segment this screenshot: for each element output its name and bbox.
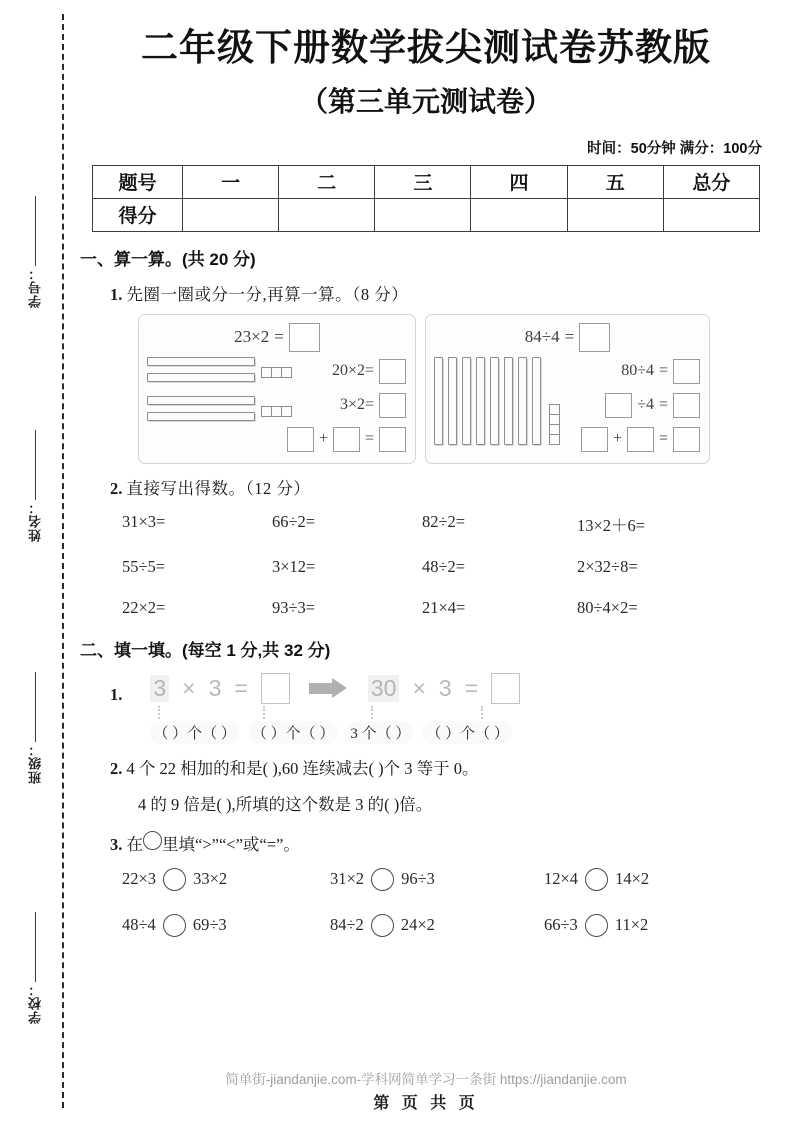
page-number-footer: 第 页 共 页 xyxy=(373,1095,479,1112)
question-text: 先圈一圈或分一分,再算一算。（8 分） xyxy=(126,284,409,304)
circle-blank-icon[interactable] xyxy=(163,914,186,937)
margin-field-school xyxy=(18,912,52,1024)
equals-sign: = xyxy=(658,362,668,380)
expression-item[interactable]: 2×32÷8= xyxy=(577,556,638,576)
margin-field-class xyxy=(18,672,52,784)
write-rule-line xyxy=(35,672,36,742)
expression-div4: ÷4 xyxy=(637,396,654,414)
manipulative-boxes xyxy=(138,314,776,464)
section-two-heading: 二、填一填。(每空 1 分,共 32 分) xyxy=(80,640,331,660)
operand-a-left: 3 xyxy=(150,675,169,702)
right-expression: 14×2 xyxy=(615,869,650,889)
circle-blank-icon[interactable] xyxy=(585,914,608,937)
block-group-2 xyxy=(147,396,292,428)
comparison-item xyxy=(544,868,744,891)
question-2-1-body xyxy=(150,673,520,744)
right-expression: 33×2 xyxy=(193,869,228,889)
worksheet-page xyxy=(76,0,776,1122)
operand-a-right: 30 xyxy=(368,675,400,702)
base-ten-blocks-group xyxy=(434,357,560,445)
circle-blank-icon[interactable] xyxy=(371,868,394,891)
circle-blank-icon[interactable] xyxy=(163,868,186,891)
division-model-box xyxy=(425,314,710,464)
ten-rod-icon xyxy=(476,357,485,445)
answer-blank-box[interactable] xyxy=(333,427,360,452)
left-expression: 84÷2 xyxy=(330,915,364,935)
left-expression: 31×2 xyxy=(330,869,365,889)
page-title: 二年级下册数学拔尖测试卷苏教版 xyxy=(141,27,711,68)
expression-item[interactable]: 80÷4×2= xyxy=(577,597,638,617)
score-col-3: 三 xyxy=(375,165,471,198)
model-top-equation xyxy=(426,315,709,352)
expression-23x2: 23×2 xyxy=(234,327,270,347)
step-sum xyxy=(287,427,406,452)
multiplication-model-box xyxy=(138,314,416,464)
equals-sign: = xyxy=(464,674,479,701)
plus-sign: + xyxy=(318,430,328,448)
operand-b-left: 3 xyxy=(208,674,222,701)
right-expression: 69÷3 xyxy=(192,915,227,935)
expression-80div4: 80÷4 xyxy=(621,362,654,380)
score-col-4: 四 xyxy=(471,165,567,198)
left-expression: 48÷4 xyxy=(122,915,156,935)
score-col-1: 一 xyxy=(183,165,279,198)
vertical-rods-row xyxy=(434,357,560,445)
score-cell-total[interactable] xyxy=(663,198,759,231)
expression-item[interactable]: 66÷2= xyxy=(272,511,316,531)
row-label-question-no: 题号 xyxy=(93,165,183,198)
answer-blank-box[interactable] xyxy=(379,393,406,418)
answer-blank-box[interactable] xyxy=(289,323,320,352)
margin-label-student-id: 学号： xyxy=(27,266,43,308)
expression-item[interactable]: 82÷2= xyxy=(422,511,466,531)
question-2-2-line1 xyxy=(110,755,776,779)
left-expression: 66÷3 xyxy=(544,915,578,935)
write-rule-line xyxy=(35,912,36,982)
connector-dotted-lines xyxy=(150,706,520,719)
ten-rod-icon xyxy=(147,357,255,366)
ten-rod-icon xyxy=(147,396,255,405)
multiply-sign: × xyxy=(182,674,196,701)
comparison-item xyxy=(330,868,544,891)
question-number: 1. xyxy=(110,284,123,304)
ten-rod-icon xyxy=(147,373,255,382)
answer-blank-box[interactable] xyxy=(579,323,610,352)
right-expression: 11×2 xyxy=(614,915,649,935)
margin-label-name: 姓名： xyxy=(27,500,43,542)
answer-blank-box[interactable] xyxy=(627,427,654,452)
answer-blank-box[interactable] xyxy=(673,393,700,418)
rod-pair xyxy=(147,396,255,428)
equals-sign: = xyxy=(234,674,248,701)
prompt-before: 在 xyxy=(126,834,143,854)
write-rule-line xyxy=(35,430,36,500)
comparison-item xyxy=(544,914,744,937)
answer-blank-box[interactable] xyxy=(261,673,290,704)
unit-label[interactable]: （ ）个（ ） xyxy=(150,721,239,744)
ten-rod-icon xyxy=(504,357,513,445)
unit-labels-row xyxy=(150,721,520,744)
rod-pair xyxy=(147,357,255,389)
left-margin-column xyxy=(0,0,72,1122)
left-expression: 22×3 xyxy=(122,869,157,889)
step-20x2 xyxy=(332,359,406,384)
expression-item[interactable]: 22×2= xyxy=(122,597,166,617)
right-arrow-icon xyxy=(309,678,349,698)
row-label-score: 得分 xyxy=(93,198,183,231)
expression-20x2: 20×2= xyxy=(331,362,374,380)
table-row-scores xyxy=(93,198,760,231)
circle-blank-icon xyxy=(143,831,162,850)
question-number: 2. xyxy=(110,758,123,778)
ten-rod-icon xyxy=(490,357,499,445)
section-one-heading: 一、算一算。(共 20 分) xyxy=(80,249,256,269)
exam-info: 时间：50分钟 满分：100分 xyxy=(587,140,762,157)
table-row-question-numbers xyxy=(93,165,760,198)
comparison-item xyxy=(122,868,330,891)
right-expression: 24×2 xyxy=(400,915,435,935)
margin-label-class: 班级： xyxy=(27,742,43,784)
write-rule-line xyxy=(35,196,36,266)
unit-label[interactable]: 3 个（ ） xyxy=(347,721,413,744)
question-text[interactable]: 4 个 22 相加的和是( ),60 连续减去( )个 3 等于 0。 xyxy=(126,758,479,778)
answer-blank-box[interactable] xyxy=(379,427,406,452)
step-sum xyxy=(581,427,700,452)
score-cell-5[interactable] xyxy=(567,198,663,231)
unit-label[interactable]: （ ）个（ ） xyxy=(423,721,512,744)
expression-3x2: 3×2= xyxy=(339,396,374,414)
question-1-1-prompt xyxy=(110,281,776,305)
multiply-sign: × xyxy=(412,674,426,701)
expression-item[interactable]: 13×2＋6= xyxy=(577,515,646,535)
equals-sign: = xyxy=(274,327,284,347)
score-col-total: 总分 xyxy=(663,165,759,198)
ten-rod-icon xyxy=(448,357,457,445)
dashed-fold-line xyxy=(62,14,64,1108)
model-top-equation xyxy=(139,315,415,352)
answer-blank-box[interactable] xyxy=(379,359,406,384)
ten-rod-icon xyxy=(518,357,527,445)
watermark-text: 简单街-jiandanjie.com-学科网简单学习一条街 https://jiandanjie.com xyxy=(225,1072,627,1087)
question-number: 3. xyxy=(110,834,123,854)
margin-field-student-id xyxy=(18,196,52,308)
equals-sign: = xyxy=(658,396,668,414)
page-subtitle: （第三单元测试卷） xyxy=(299,85,552,117)
margin-label-school: 学校： xyxy=(27,982,43,1024)
ten-rod-icon xyxy=(462,357,471,445)
expression-item[interactable]: 21×4= xyxy=(422,597,466,617)
score-col-2: 二 xyxy=(279,165,375,198)
unit-cubes-icon xyxy=(549,405,560,445)
ten-rod-icon xyxy=(434,357,443,445)
score-col-5: 五 xyxy=(567,165,663,198)
score-cell-2[interactable] xyxy=(279,198,375,231)
base-ten-blocks-group xyxy=(147,357,292,435)
relation-equations xyxy=(150,673,520,704)
ten-rod-icon xyxy=(147,412,255,421)
circle-blank-icon[interactable] xyxy=(585,868,608,891)
prompt-after: 里填“>”“<”或“=”。 xyxy=(162,834,300,854)
right-expression: 96÷3 xyxy=(401,869,435,889)
expression-item[interactable]: 93÷3= xyxy=(272,597,316,617)
question-number: 1. xyxy=(110,684,123,704)
answer-blank-box[interactable] xyxy=(287,427,314,452)
expression-84div4: 84÷4 xyxy=(524,327,560,347)
equals-sign: = xyxy=(364,430,374,448)
margin-field-name xyxy=(18,430,52,542)
question-number: 2. xyxy=(110,478,123,498)
answer-blank-box[interactable] xyxy=(673,427,700,452)
equals-sign: = xyxy=(564,327,575,347)
ten-rod-icon xyxy=(532,357,541,445)
comparison-item xyxy=(122,914,330,937)
step-80div4 xyxy=(621,359,700,384)
question-text: 直接写出得数。（12 分） xyxy=(126,478,311,498)
operand-b-right: 3 xyxy=(438,674,452,701)
arithmetic-expression-grid xyxy=(122,512,776,618)
left-expression: 12×4 xyxy=(544,869,579,889)
answer-blank-box[interactable] xyxy=(581,427,608,452)
score-table xyxy=(92,165,760,232)
plus-sign: + xyxy=(612,430,622,448)
score-cell-3[interactable] xyxy=(375,198,471,231)
answer-blank-box[interactable] xyxy=(491,673,520,704)
step-blank-div4 xyxy=(605,393,700,418)
answer-blank-box[interactable] xyxy=(605,393,632,418)
question-2-2-line2[interactable]: 4 的 9 倍是( ),所填的这个数是 3 的( )倍。 xyxy=(138,794,433,814)
expression-item[interactable]: 55÷5= xyxy=(122,556,166,576)
expression-item[interactable]: 31×3= xyxy=(122,511,166,531)
model-steps-right xyxy=(581,359,700,452)
question-2-3-prompt xyxy=(110,831,776,855)
question-1-2-prompt xyxy=(110,475,776,499)
block-group-1 xyxy=(147,357,292,389)
expression-item[interactable]: 48÷2= xyxy=(422,556,466,576)
unit-label[interactable]: （ ）个（ ） xyxy=(249,721,338,744)
comparison-item xyxy=(330,914,544,937)
circle-blank-icon[interactable] xyxy=(371,914,394,937)
comparison-grid xyxy=(122,868,776,937)
equals-sign: = xyxy=(658,430,668,448)
step-3x2 xyxy=(340,393,406,418)
model-steps-left xyxy=(287,359,406,452)
score-cell-1[interactable] xyxy=(183,198,279,231)
question-2-1 xyxy=(110,673,776,744)
answer-blank-box[interactable] xyxy=(673,359,700,384)
score-cell-4[interactable] xyxy=(471,198,567,231)
expression-item[interactable]: 3×12= xyxy=(272,556,316,576)
